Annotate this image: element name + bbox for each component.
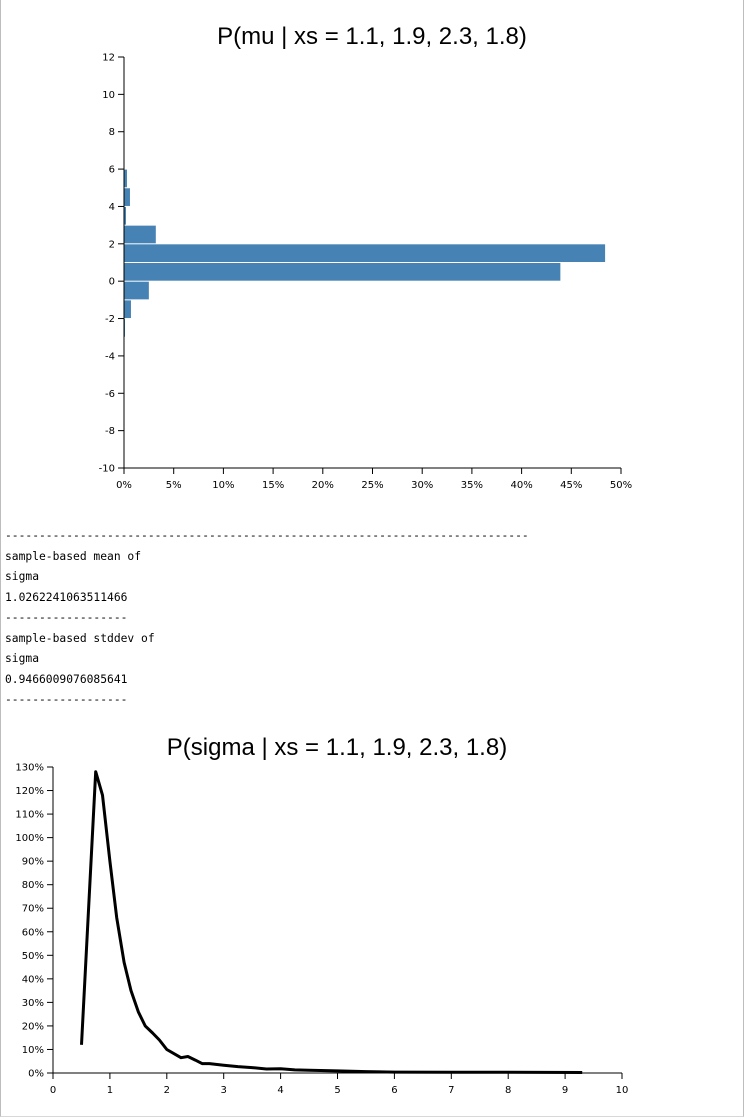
mu-x-tick-label: 35% [460,480,484,491]
sigma-y-tick-label: 130% [15,762,44,774]
mu-y-tick-label: 0 [108,276,115,288]
mu-x-tick-label: 30% [411,480,434,491]
mean-value: 1.0262241063511466 [5,591,128,604]
mu-bar-3 [124,226,156,244]
sigma-chart-title: P(sigma | xs = 1.1, 1.9, 2.3, 1.8) [166,734,508,761]
mu-y-tick-label: -8 [105,426,115,438]
sigma-y-tick-label: 100% [15,833,44,845]
mu-x-tick-label: 15% [261,480,285,491]
mu-y-axis [99,53,124,475]
mu-bar-4 [124,244,605,262]
sigma-x-tick-label: 8 [505,1085,512,1096]
mu-x-tick-label: 50% [609,480,633,491]
mu-y-tick-label: 6 [108,164,115,176]
mu-chart-title: P(mu | xs = 1.1, 1.9, 2.3, 1.8) [217,23,527,50]
mu-y-tick-label: -6 [105,388,115,400]
mu-y-tick-label: 10 [102,89,115,101]
mu-bar-7 [124,300,131,318]
sigma-y-tick-label: 90% [21,856,44,868]
mu-y-tick-label: 4 [108,201,115,213]
mu-x-tick-label: 0% [116,480,132,491]
mu-bar-1 [124,188,130,206]
mu-y-tick-label: -4 [105,351,115,363]
mu-x-tick-label: 25% [361,480,384,491]
sigma-x-tick-label: 3 [220,1085,227,1096]
sigma-x-tick-label: 4 [277,1085,284,1096]
mu-y-tick-label: 2 [108,239,115,251]
mu-x-tick-label: 20% [311,480,334,491]
sigma-x-tick-label: 2 [163,1085,170,1096]
sigma-x-tick-label: 1 [106,1085,114,1096]
mu-bars [124,170,605,337]
sigma-y-tick-label: 80% [21,880,44,892]
sigma-y-tick-label: 70% [21,903,44,915]
console-divider-short-2: ------------------ [5,693,128,706]
mean-label-line-2: sigma [5,570,40,583]
mu-x-tick-label: 10% [212,480,235,491]
sigma-y-tick-label: 40% [21,974,44,986]
sigma-x-tick-label: 9 [561,1085,569,1096]
sigma-y-tick-label: 10% [21,1044,44,1056]
sigma-y-tick-label: 30% [21,997,44,1009]
mu-x-tick-label: 40% [510,480,533,491]
sigma-y-tick-label: 20% [21,1021,44,1033]
sigma-y-tick-label: 0% [28,1068,44,1080]
stddev-value: 0.9466009076085641 [5,673,128,686]
mu-x-tick-label: 45% [560,480,583,491]
mean-label-line-1: sample-based mean of [5,550,142,563]
mu-y-tick-label: -2 [105,314,115,326]
sigma-x-tick-label: 6 [391,1085,398,1096]
sigma-y-tick-label: 50% [21,950,44,962]
mu-histogram-chart [0,0,744,500]
stddev-label-line-2: sigma [5,652,40,665]
mu-y-tick-label: -10 [98,463,115,475]
console-divider-long: ----------------------------------------------------------------------------- [5,529,529,542]
mu-x-axis [116,468,632,491]
mu-x-tick-label: 5% [165,480,182,491]
sigma-y-tick-label: 110% [15,809,44,821]
stddev-label-line-1: sample-based stddev of [5,632,155,645]
sigma-y-tick-label: 120% [15,786,44,798]
mu-y-tick-label: 12 [102,52,115,64]
sigma-x-tick-label: 10 [615,1085,629,1096]
sigma-y-tick-label: 60% [21,927,44,939]
mu-bar-6 [124,282,149,300]
mu-bar-5 [124,263,560,281]
sigma-x-tick-label: 7 [448,1085,455,1096]
sigma-x-tick-label: 5 [334,1085,341,1096]
sigma-x-tick-label: 0 [49,1085,57,1096]
console-divider-short-1: ------------------ [5,611,128,624]
mu-y-tick-label: 8 [108,127,115,139]
